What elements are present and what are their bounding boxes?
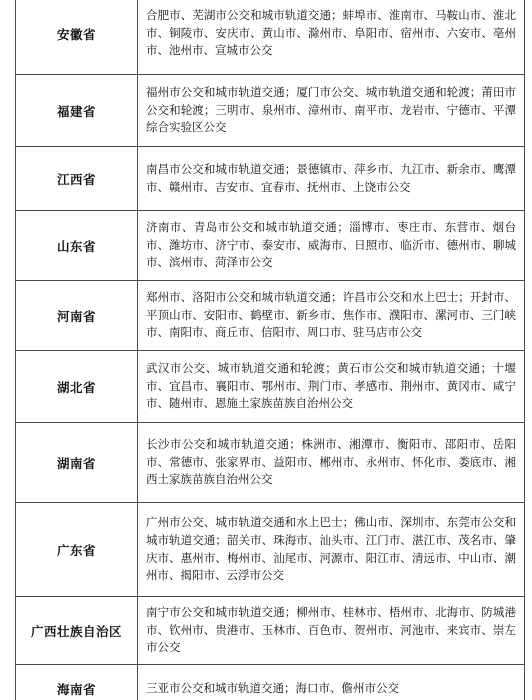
province-cell: 广东省 [16, 503, 138, 597]
cities-cell: 合肥市、芜湖市公交和城市轨道交通；蚌埠市、淮南市、马鞍山市、淮北市、铜陵市、安庆市、黄山市、滁州市、阜阳市、宿州市、六安市、亳州市、池州市、宣城市公交 [138, 0, 525, 75]
cities-cell: 三亚市公交和城市轨道交通；海口市、儋州市公交 [138, 665, 525, 700]
cities-cell: 武汉市公交、城市轨道交通和轮渡；黄石市公交和城市轨道交通；十堰市、宜昌市、襄阳市、鄂州市、荆门市、孝感市、荆州市、黄冈市、咸宁市、随州市、恩施土家族苗族自治州公交 [138, 351, 525, 423]
province-cell: 安徽省 [16, 0, 138, 75]
province-cell: 海南省 [16, 665, 138, 700]
province-cell: 湖南省 [16, 423, 138, 503]
province-cell: 湖北省 [16, 351, 138, 423]
cities-cell: 广州市公交、城市轨道交通和水上巴士；佛山市、深圳市、东莞市公交和城市轨道交通；韶关市、珠海市、汕头市、江门市、湛江市、茂名市、肇庆市、惠州市、梅州市、汕尾市、河源市、阳江市、清远市、中山市、潮州市、揭阳市、云浮市公交 [138, 503, 525, 597]
province-cell: 山东省 [16, 211, 138, 281]
table-row [16, 281, 525, 351]
table-row [16, 0, 525, 75]
cities-cell: 郑州市、洛阳市公交和城市轨道交通；许昌市公交和水上巴士；开封市、平顶山市、安阳市、鹤壁市、新乡市、焦作市、濮阳市、漯河市、三门峡市、南阳市、商丘市、信阳市、周口市、驻马店市公交 [138, 281, 525, 351]
table-row [16, 597, 525, 665]
cities-cell: 福州市公交和城市轨道交通；厦门市公交、城市轨道交通和轮渡；莆田市公交和轮渡；三明市、泉州市、漳州市、南平市、龙岩市、宁德市、平潭综合实验区公交 [138, 75, 525, 147]
cities-cell: 济南市、青岛市公交和城市轨道交通；淄博市、枣庄市、东营市、烟台市、潍坊市、济宁市、泰安市、威海市、日照市、临沂市、德州市、聊城市、滨州市、菏泽市公交 [138, 211, 525, 281]
region-transit-table [15, 0, 525, 700]
table-row [16, 75, 525, 147]
table-row [16, 665, 525, 700]
province-cell: 广西壮族自治区 [16, 597, 138, 665]
cities-cell: 南昌市公交和城市轨道交通；景德镇市、萍乡市、九江市、新余市、鹰潭市、赣州市、吉安市、宜春市、抚州市、上饶市公交 [138, 147, 525, 211]
cities-cell: 南宁市公交和城市轨道交通；柳州市、桂林市、梧州市、北海市、防城港市、钦州市、贵港市、玉林市、百色市、贺州市、河池市、来宾市、崇左市公交 [138, 597, 525, 665]
table-row [16, 503, 525, 597]
table-row [16, 423, 525, 503]
province-cell: 福建省 [16, 75, 138, 147]
province-cell: 河南省 [16, 281, 138, 351]
table-row [16, 351, 525, 423]
table-row [16, 211, 525, 281]
province-cell: 江西省 [16, 147, 138, 211]
table-body [16, 0, 525, 700]
table-row [16, 147, 525, 211]
cities-cell: 长沙市公交和城市轨道交通；株洲市、湘潭市、衡阳市、邵阳市、岳阳市、常德市、张家界市、益阳市、郴州市、永州市、怀化市、娄底市、湘西土家族苗族自治州公交 [138, 423, 525, 503]
